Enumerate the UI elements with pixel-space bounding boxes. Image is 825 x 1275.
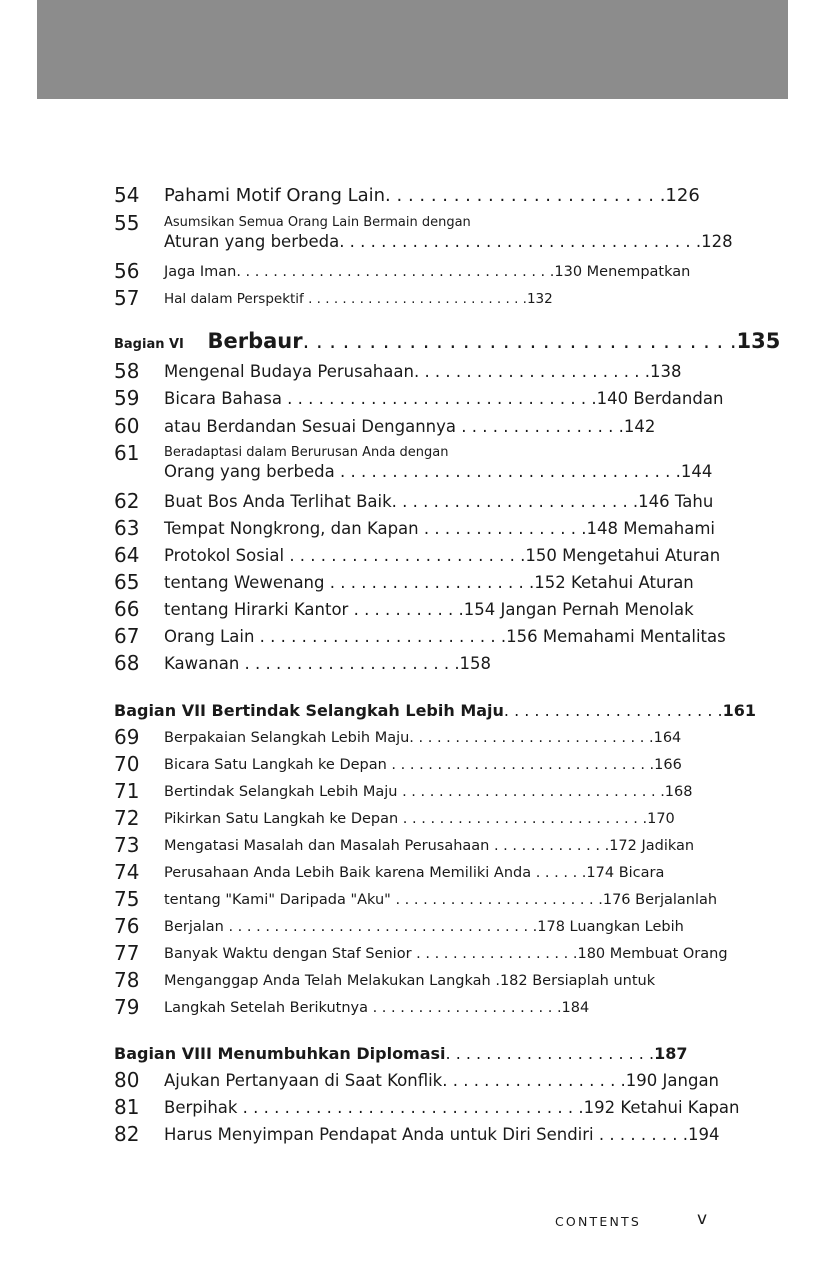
entry-number: 67 <box>114 624 140 648</box>
entry-text: Buat Bos Anda Terlihat Baik. . . . . . . . . . . . . . . . . . . . . . . .146 Tahu <box>164 492 714 511</box>
entry-number: 76 <box>114 914 140 938</box>
entry-number: 68 <box>114 651 140 675</box>
entry-number: 80 <box>114 1068 140 1092</box>
entry-number: 66 <box>114 597 140 621</box>
entry-number: 69 <box>114 725 140 749</box>
entry-text: atau Berdandan Sesuai Dengannya . . . . . . . . . . . . . . . .142 <box>164 417 656 436</box>
entry-number: 78 <box>114 968 140 992</box>
entry-number: 59 <box>114 386 140 410</box>
entry-number: 63 <box>114 516 140 540</box>
part-heading-6 <box>114 329 780 353</box>
entry-text: Pahami Motif Orang Lain. . . . . . . . . . . . . . . . . . . . . . . . .126 <box>164 185 700 206</box>
entry-text: Pikirkan Satu Langkah ke Depan . . . . . . . . . . . . . . . . . . . . . . . . . . .170 <box>164 811 675 827</box>
entry-number: 57 <box>114 286 140 310</box>
entry-number: 56 <box>114 259 140 283</box>
entry-text: Aturan yang berbeda. . . . . . . . . . . . . . . . . . . . . . . . . . . . . . . . . . .128 <box>164 232 733 251</box>
entry-subtext: Asumsikan Semua Orang Lain Bermain dengan <box>164 215 471 230</box>
part-title: Berbaur <box>207 329 303 353</box>
entry-text: Orang yang berbeda . . . . . . . . . . . . . . . . . . . . . . . . . . . . . . . . .144 <box>164 462 713 481</box>
entry-number: 70 <box>114 752 140 776</box>
entry-text: Mengatasi Masalah dan Masalah Perusahaan . . . . . . . . . . . . .172 Jadikan <box>164 838 695 854</box>
entry-text: Ajukan Pertanyaan di Saat Konflik. . . . . . . . . . . . . . . . . .190 Jangan <box>164 1071 720 1090</box>
entry-number: 54 <box>114 183 140 207</box>
part-dots: . . . . . . . . . . . . . . . . . . . . . <box>445 1044 655 1063</box>
part-heading-8 <box>114 1044 687 1063</box>
entry-text: tentang Hirarki Kantor . . . . . . . . . . .154 Jangan Pernah Menolak <box>164 600 694 619</box>
entry-number: 71 <box>114 779 140 803</box>
entry-text: Harus Menyimpan Pendapat Anda untuk Diri Sendiri . . . . . . . . .194 <box>164 1125 720 1144</box>
part-dots: . . . . . . . . . . . . . . . . . . . . . . <box>503 701 723 720</box>
entry-number: 60 <box>114 414 140 438</box>
entry-text: Bicara Bahasa . . . . . . . . . . . . . . . . . . . . . . . . . . . . . .140 Berdandan <box>164 389 724 408</box>
part-label: Bagian VI <box>114 337 184 352</box>
part-title: Bagian VII Bertindak Selangkah Lebih Maju <box>114 701 504 720</box>
entry-number: 73 <box>114 833 140 857</box>
entry-text: Bicara Satu Langkah ke Depan . . . . . . . . . . . . . . . . . . . . . . . . . . . . .166 <box>164 757 682 773</box>
entry-subtext: Beradaptasi dalam Berurusan Anda dengan <box>164 445 449 460</box>
entry-number: 58 <box>114 359 140 383</box>
entry-text: Perusahaan Anda Lebih Baik karena Memiliki Anda . . . . . .174 Bicara <box>164 865 665 881</box>
entry-text: tentang "Kami" Daripada "Aku" . . . . . . . . . . . . . . . . . . . . . . .176 Berjalanlah <box>164 892 718 908</box>
entry-text: Tempat Nongkrong, dan Kapan . . . . . . . . . . . . . . . .148 Memahami <box>164 519 716 538</box>
entry-number: 82 <box>114 1122 140 1146</box>
entry-text: Orang Lain . . . . . . . . . . . . . . . . . . . . . . . .156 Memahami Mentalitas <box>164 627 726 646</box>
entry-text: Jaga Iman. . . . . . . . . . . . . . . . . . . . . . . . . . . . . . . . . . .130 Menempatkan <box>164 264 691 280</box>
entry-number: 61 <box>114 441 140 465</box>
entry-number: 62 <box>114 489 140 513</box>
entry-text: tentang Wewenang . . . . . . . . . . . . . . . . . . . .152 Ketahui Aturan <box>164 573 694 592</box>
part-page: 135 <box>736 329 781 353</box>
entry-number: 64 <box>114 543 140 567</box>
entry-text: Bertindak Selangkah Lebih Maju . . . . . . . . . . . . . . . . . . . . . . . . . . . . .168 <box>164 784 693 800</box>
page-number: v <box>697 1209 708 1229</box>
entry-text: Berpihak . . . . . . . . . . . . . . . . . . . . . . . . . . . . . . . . .192 Ketahui Kapan <box>164 1098 740 1117</box>
entry-number: 77 <box>114 941 140 965</box>
entry-text: Kawanan . . . . . . . . . . . . . . . . . . . . .158 <box>164 654 492 673</box>
entry-text: Berpakaian Selangkah Lebih Maju. . . . . . . . . . . . . . . . . . . . . . . . . . .164 <box>164 730 682 746</box>
entry-text: Mengenal Budaya Perusahaan. . . . . . . . . . . . . . . . . . . . . . .138 <box>164 362 682 381</box>
entry-number: 75 <box>114 887 140 911</box>
part-dots: . . . . . . . . . . . . . . . . . . . . . . . . . . . . . . . . . <box>302 329 737 353</box>
entry-text: Menganggap Anda Telah Melakukan Langkah .182 Bersiaplah untuk <box>164 973 656 989</box>
entry-number: 72 <box>114 806 140 830</box>
part-page: 187 <box>654 1044 688 1063</box>
entry-number: 79 <box>114 995 140 1019</box>
entry-text: Langkah Setelah Berikutnya . . . . . . . . . . . . . . . . . . . . .184 <box>164 1000 590 1016</box>
entry-number: 65 <box>114 570 140 594</box>
entry-text: Berjalan . . . . . . . . . . . . . . . . . . . . . . . . . . . . . . . . . .178 Luangkan Lebih <box>164 919 684 935</box>
part-page: 161 <box>722 701 757 720</box>
entry-text: Hal dalam Perspektif . . . . . . . . . . . . . . . . . . . . . . . . . .132 <box>164 291 553 307</box>
part-title: Bagian VIII Menumbuhkan Diplomasi <box>114 1044 446 1063</box>
entry-text: Protokol Sosial . . . . . . . . . . . . . . . . . . . . . . .150 Mengetahui Aturan <box>164 546 721 565</box>
entry-number: 74 <box>114 860 140 884</box>
entry-number: 81 <box>114 1095 140 1119</box>
entry-text: Banyak Waktu dengan Staf Senior . . . . . . . . . . . . . . . . . .180 Membuat Orang <box>164 946 728 962</box>
part-heading-7 <box>114 701 756 720</box>
running-footer-label: CONTENTS <box>555 1214 641 1229</box>
entry-number: 55 <box>114 211 140 235</box>
